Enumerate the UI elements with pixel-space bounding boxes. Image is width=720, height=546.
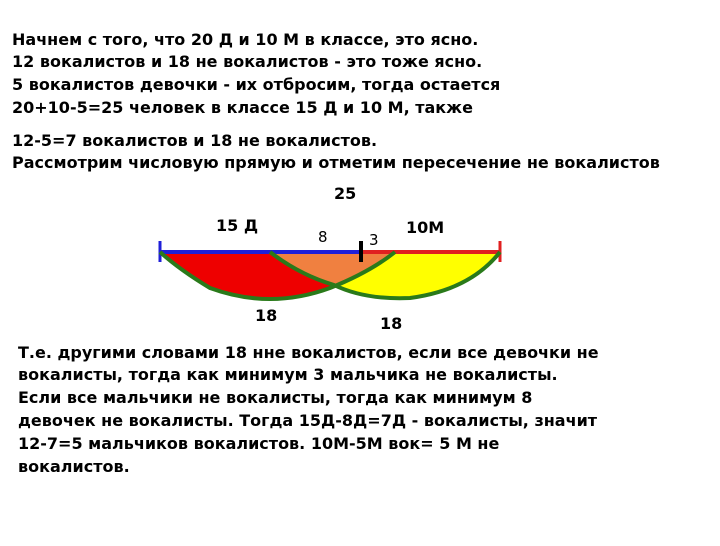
- conclusion-line-2: вокалисты, тогда как минимум 3 мальчика не вокалисты.: [18, 365, 558, 384]
- total-label: 25: [334, 184, 357, 203]
- girls-label: 15 Д: [216, 216, 259, 235]
- intro-line-1: Начнем с того, что 20 Д и 10 М в классе, это ясно.: [12, 30, 479, 49]
- conclusion-line-4: девочек не вокалисты. Тогда 15Д-8Д=7Д - вокалисты, значит: [18, 411, 598, 430]
- girls-overlap-label: 8: [318, 228, 328, 246]
- conclusion-line-1: Т.е. другими словами 18 нне вокалистов, если все девочки не: [18, 343, 599, 362]
- boys-overlap-label: 3: [369, 231, 379, 249]
- right-arc-label: 18: [380, 314, 403, 333]
- left-arc-label: 18: [255, 306, 278, 325]
- boys-label: 10М: [406, 218, 445, 237]
- conclusion-line-3: Если все мальчики не вокалисты, тогда как минимум 8: [18, 388, 533, 407]
- intro-line-6: Рассмотрим числовую прямую и отметим пересечение не вокалистов: [12, 153, 660, 172]
- conclusion-line-5: 12-7=5 мальчиков вокалистов. 10М-5М вок= 5 М не: [18, 434, 500, 453]
- conclusion-line-6: вокалистов.: [18, 457, 130, 476]
- intro-line-4: 20+10-5=25 человек в классе 15 Д и 10 М, также: [12, 98, 473, 117]
- intro-line-5: 12-5=7 вокалистов и 18 не вокалистов.: [12, 131, 378, 150]
- intro-line-3: 5 вокалистов девочки - их отбросим, тогда остается: [12, 75, 501, 94]
- intro-line-2: 12 вокалистов и 18 не вокалистов - это тоже ясно.: [12, 52, 483, 71]
